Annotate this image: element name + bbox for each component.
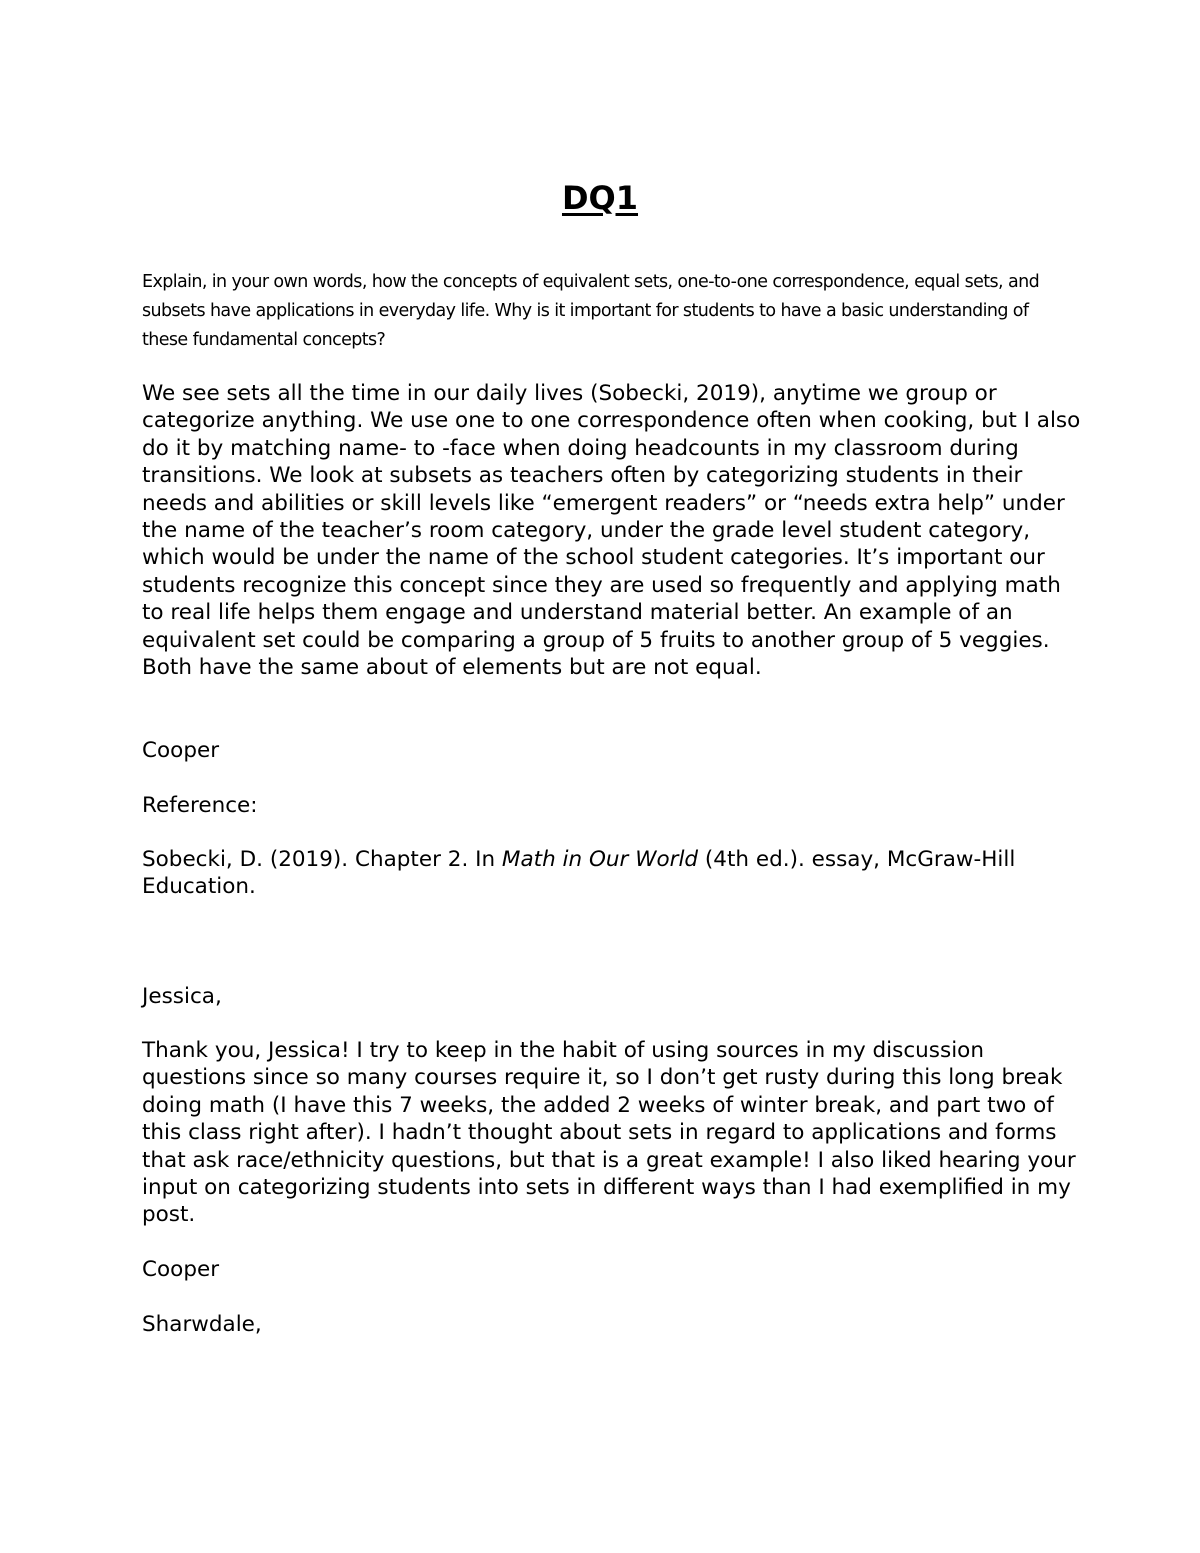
discussion-prompt: Explain, in your own words, how the concepts of equivalent sets, one-to-one correspondence, equal sets, and subsets have applications in everyday life. Why is it important for students to have a basic understanding of these fundamental concepts? xyxy=(142,272,1040,350)
citation-tail: (4th ed.). essay, McGraw-Hill Education. xyxy=(142,847,1016,900)
citation-lead: Sobecki, D. (2019). Chapter 2. In xyxy=(142,847,502,872)
signature-second: Cooper xyxy=(142,1257,220,1282)
reply-greeting-sharwdale: Sharwdale, xyxy=(142,1312,262,1337)
reply-greeting-jessica: Jessica, xyxy=(142,984,222,1009)
reference-label: Reference: xyxy=(142,793,258,818)
citation-book-title: Math in Our World xyxy=(501,847,699,872)
document-title: DQ1 xyxy=(561,179,639,217)
reference-citation xyxy=(142,846,1082,901)
initial-response: We see sets all the time in our daily lives (Sobecki, 2019), anytime we group or categorize anything. We use one to one correspondence often when cooking, but I also do it by matching name- to -face when doing headcounts in my classroom during transitions. We look at subsets as teachers often by categorizing students in their needs and abilities or skill levels like “emergent readers” or “needs extra help” under the name of the teacher’s room category, under the grade level student category, which would be under the name of the school student categories. It’s important our students recognize this concept since they are used so frequently and applying math to real life helps them engage and understand material better. An example of an equivalent set could be comparing a group of 5 fruits to another group of 5 veggies. Both have the same about of elements but are not equal. xyxy=(142,381,1081,681)
signature-first: Cooper xyxy=(142,738,220,763)
reply-to-jessica: Thank you, Jessica! I try to keep in the habit of using sources in my discussion questions since so many courses require it, so I don’t get rusty during this long break doing math (I have this 7 weeks, the added 2 weeks of winter break, and part two of this class right after). I hadn’t thought about sets in regard to applications and forms that ask race/ethnicity questions, but that is a great example! I also liked hearing your input on categorizing students into sets in different ways than I had exemplified in my post. xyxy=(142,1038,1076,1228)
